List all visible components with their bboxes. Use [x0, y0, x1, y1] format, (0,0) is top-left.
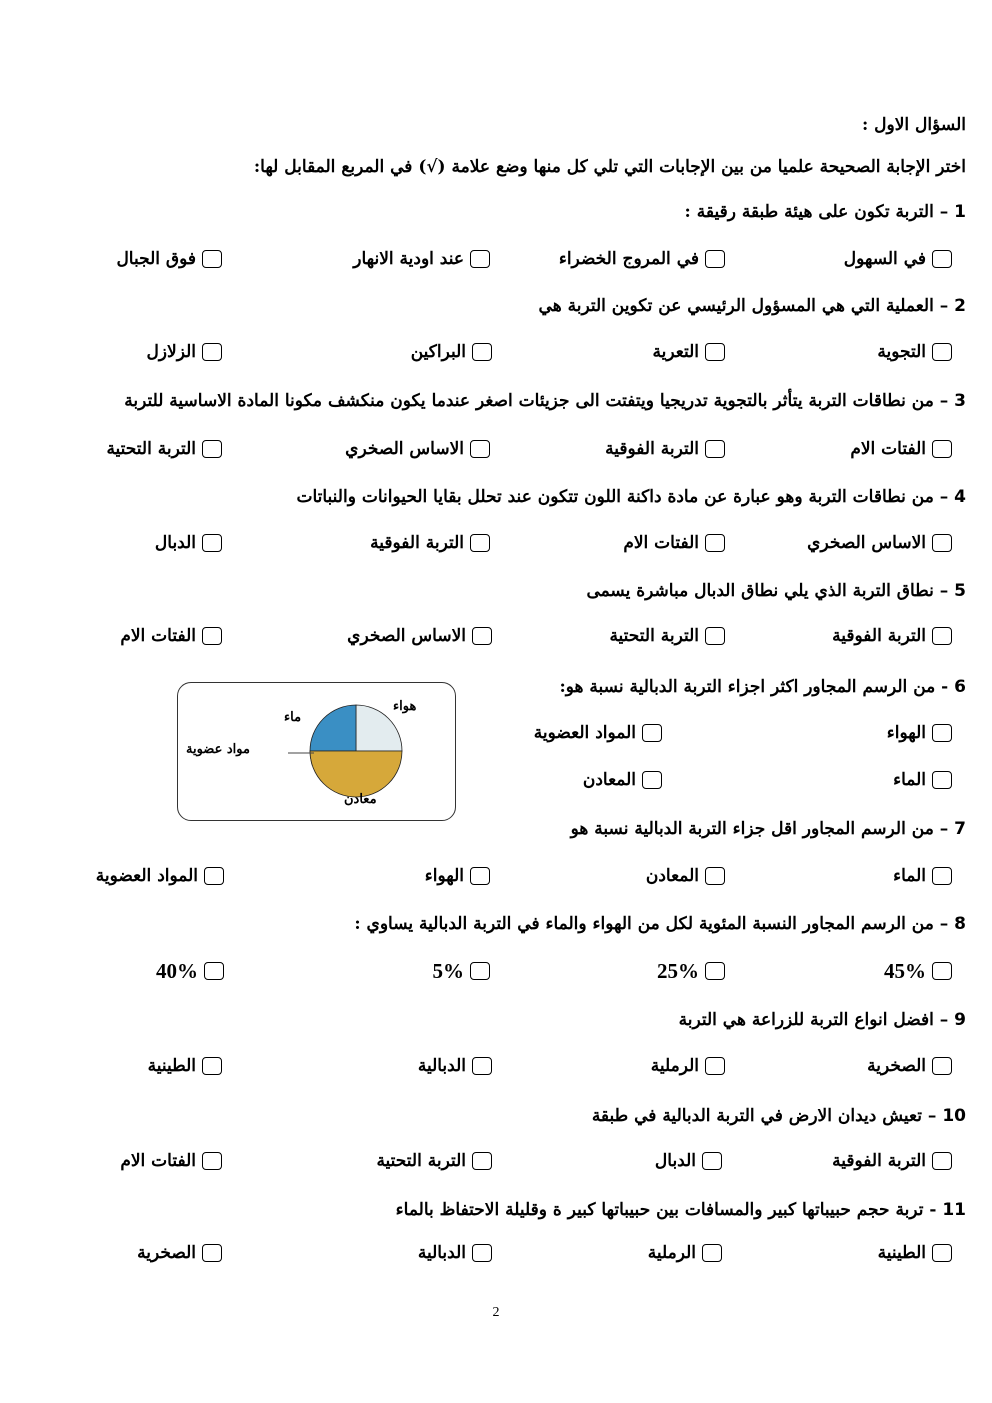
option-label: التربة الفوقية: [832, 626, 926, 646]
q1-option-4[interactable]: [116, 248, 222, 270]
q6-option-1[interactable]: [887, 722, 952, 744]
option-label: التربة الفوقية: [605, 439, 699, 459]
checkbox[interactable]: [202, 343, 222, 361]
option-label: الاساس الصخري: [345, 439, 464, 459]
option-label: المعادن: [645, 866, 699, 886]
q11-option-1[interactable]: [878, 1242, 952, 1264]
option-label: الماء: [893, 866, 926, 886]
checkbox[interactable]: [702, 1152, 722, 1170]
option-label: الصخرية: [137, 1243, 196, 1263]
checkbox[interactable]: [932, 962, 952, 980]
checkbox[interactable]: [642, 724, 662, 742]
question-text: – افضل انواع التربة للزراعة هي التربة: [678, 1010, 949, 1030]
soil-composition-figure: [177, 682, 456, 821]
checkbox[interactable]: [472, 343, 492, 361]
question-number: 4: [954, 487, 966, 507]
checkbox[interactable]: [202, 534, 222, 552]
question-number: 8: [954, 914, 966, 934]
q8-option-2[interactable]: [657, 960, 725, 982]
question-text: – من الرسم المجاور اقل جزاء التربة الدبالية نسبة هو: [570, 819, 949, 839]
option-label: الفتات الام: [850, 439, 926, 459]
checkbox[interactable]: [470, 440, 490, 458]
option-label: الدبالية: [417, 1056, 466, 1076]
q6-option-2[interactable]: [534, 722, 662, 744]
option-label: فوق الجبال: [116, 249, 196, 269]
checkbox[interactable]: [705, 250, 725, 268]
pie-slice-minerals: [310, 751, 402, 797]
checkbox[interactable]: [202, 627, 222, 645]
q1-option-2[interactable]: [559, 248, 725, 270]
option-label: الرملية: [647, 1243, 696, 1263]
option-label: الدبالية: [417, 1243, 466, 1263]
checkbox[interactable]: [705, 440, 725, 458]
q2-option-3[interactable]: [411, 341, 492, 363]
question-text: – التربة تكون على هيئة طبقة رقيقة :: [684, 202, 949, 222]
q4-option-4[interactable]: [155, 532, 222, 554]
option-label: التعرية: [652, 342, 699, 362]
question-text: – من الرسم المجاور النسبة المئوية لكل من الهواء والماء في التربة الدبالية يساوي :: [354, 914, 949, 934]
question-6: [559, 676, 966, 698]
option-label: المواد العضوية: [533, 723, 636, 743]
checkbox[interactable]: [932, 1244, 952, 1262]
question-number: 7: [954, 819, 966, 839]
checkbox[interactable]: [204, 867, 224, 885]
instructions: اختر الإجابة الصحيحة علميا من بين الإجابات التي تلي كل منها وضع علامة (√) في المربع المقابل لها:: [253, 157, 966, 177]
question-text: – تعيش ديدان الارض في التربة الدبالية في طبقة: [591, 1106, 937, 1126]
q4-option-1[interactable]: [807, 532, 952, 554]
option-label: الرملية: [650, 1056, 699, 1076]
question-text: – العملية التي هي المسؤول الرئيسي عن تكوين التربة هي: [538, 296, 949, 316]
q2-option-2[interactable]: [653, 341, 725, 363]
option-label: الهواء: [424, 866, 464, 886]
q8-option-1[interactable]: [884, 960, 952, 982]
option-label: المعادن: [582, 770, 636, 790]
q2-option-4[interactable]: [146, 341, 222, 363]
option-label: الهواء: [886, 723, 926, 743]
checkbox[interactable]: [705, 343, 725, 361]
option-label: التربة الفوقية: [370, 533, 464, 553]
checkbox[interactable]: [470, 962, 490, 980]
question-number: 1: [954, 202, 966, 222]
checkbox[interactable]: [202, 440, 222, 458]
question-number: 11: [942, 1200, 966, 1220]
q7-option-4[interactable]: [96, 865, 224, 887]
option-label: 5%: [432, 959, 464, 983]
question-5: [586, 580, 966, 602]
option-label: الماء: [893, 770, 926, 790]
option-label: الاساس الصخري: [807, 533, 926, 553]
checkbox[interactable]: [472, 627, 492, 645]
question-number: 3: [954, 391, 966, 411]
question-4: [296, 486, 966, 508]
q6-option-4[interactable]: [583, 769, 662, 791]
question-number: 9: [954, 1010, 966, 1030]
option-label: التربة التحتية: [609, 626, 699, 646]
option-label: في المروج الخضراء: [558, 249, 699, 269]
checkbox[interactable]: [470, 534, 490, 552]
option-label: الفتات الام: [120, 626, 196, 646]
question-9: [679, 1009, 966, 1031]
question-text: - تربة حجم حبيباتها كبير والمسافات بين حبيباتها كبير ة وقليلة الاحتفاظ بالماء: [395, 1200, 937, 1220]
q10-option-4[interactable]: [120, 1150, 222, 1172]
checkbox[interactable]: [470, 250, 490, 268]
q1-option-3[interactable]: [353, 248, 490, 270]
checkbox[interactable]: [705, 534, 725, 552]
checkbox[interactable]: [202, 1152, 222, 1170]
q4-option-2[interactable]: [623, 532, 725, 554]
option-label: التربة الفوقية: [832, 1151, 926, 1171]
checkbox[interactable]: [932, 250, 952, 268]
question-1: [685, 201, 966, 223]
pie-label-water: ماء: [284, 710, 302, 725]
q5-option-4[interactable]: [120, 625, 222, 647]
q9-option-1[interactable]: [867, 1055, 952, 1077]
option-label: التربة التحتية: [106, 439, 196, 459]
q1-option-1[interactable]: [844, 248, 952, 270]
option-label: المواد العضوية: [95, 866, 198, 886]
q3-option-2[interactable]: [605, 438, 725, 460]
checkbox[interactable]: [932, 627, 952, 645]
checkbox[interactable]: [705, 867, 725, 885]
option-label: التجوية: [877, 342, 926, 362]
checkbox[interactable]: [204, 962, 224, 980]
option-label: في السهول: [843, 249, 926, 269]
checkbox[interactable]: [705, 1057, 725, 1075]
pie-slice-water: [310, 705, 356, 751]
option-label: 25%: [657, 959, 699, 983]
option-label: الطينية: [147, 1056, 196, 1076]
q11-option-4[interactable]: [137, 1242, 222, 1264]
q5-option-1[interactable]: [832, 625, 952, 647]
question-text: - من الرسم المجاور اكثر اجزاء التربة الدبالية نسبة هو:: [559, 677, 949, 697]
q11-option-3[interactable]: [418, 1242, 492, 1264]
option-label: عند اودية الانهار: [353, 249, 464, 269]
checkbox[interactable]: [202, 1057, 222, 1075]
q8-option-4[interactable]: [156, 960, 224, 982]
q5-option-3[interactable]: [347, 625, 492, 647]
checkbox[interactable]: [932, 440, 952, 458]
checkbox[interactable]: [472, 1244, 492, 1262]
q10-option-1[interactable]: [832, 1150, 952, 1172]
option-label: الصخرية: [867, 1056, 926, 1076]
q10-option-3[interactable]: [376, 1150, 492, 1172]
checkbox[interactable]: [932, 724, 952, 742]
checkbox[interactable]: [472, 1152, 492, 1170]
q11-option-2[interactable]: [648, 1242, 722, 1264]
q8-option-3[interactable]: [433, 960, 491, 982]
q7-option-1[interactable]: [893, 865, 952, 887]
checkbox[interactable]: [472, 1057, 492, 1075]
q5-option-2[interactable]: [609, 625, 725, 647]
option-label: 45%: [884, 959, 926, 983]
q7-option-2[interactable]: [646, 865, 725, 887]
checkbox[interactable]: [705, 962, 725, 980]
checkbox[interactable]: [705, 627, 725, 645]
checkbox[interactable]: [470, 867, 490, 885]
option-label: الطينية: [877, 1243, 926, 1263]
option-label: البراكين: [410, 342, 466, 362]
q9-option-4[interactable]: [148, 1055, 222, 1077]
q6-option-3[interactable]: [893, 769, 952, 791]
checkbox[interactable]: [932, 867, 952, 885]
option-label: الزلازل: [146, 342, 196, 362]
question-number: 2: [954, 296, 966, 316]
page-number: 2: [492, 1305, 500, 1320]
question-7: [571, 818, 966, 840]
pie-label-organic: مواد عضوية: [186, 742, 250, 757]
q3-option-3[interactable]: [345, 438, 490, 460]
pie-label-air: هواء: [393, 699, 417, 714]
q3-option-4[interactable]: [106, 438, 222, 460]
pie-label-minerals: معادن: [344, 792, 377, 807]
q2-option-1[interactable]: [877, 341, 952, 363]
q10-option-2[interactable]: [655, 1150, 722, 1172]
option-label: الدبال: [654, 1151, 696, 1171]
question-number: 10: [942, 1106, 966, 1126]
checkbox[interactable]: [932, 1152, 952, 1170]
section-title: السؤال الاول :: [861, 115, 966, 135]
checkbox[interactable]: [202, 1244, 222, 1262]
question-2: [539, 295, 966, 317]
checkbox[interactable]: [642, 771, 662, 789]
option-label: الدبال: [154, 533, 196, 553]
q7-option-3[interactable]: [425, 865, 490, 887]
option-label: 40%: [156, 959, 198, 983]
question-text: – نطاق التربة الذي يلي نطاق الدبال مباشرة يسمى: [586, 581, 949, 601]
question-3: [124, 390, 966, 412]
question-text: – من نطاقات التربة وهو عبارة عن مادة داكنة اللون تتكون عند تحلل بقايا الحيوانات والنباتات: [296, 487, 949, 507]
checkbox[interactable]: [932, 1057, 952, 1075]
option-label: الاساس الصخري: [347, 626, 466, 646]
q9-option-3[interactable]: [418, 1055, 492, 1077]
question-10: [592, 1105, 966, 1127]
q9-option-2[interactable]: [651, 1055, 725, 1077]
question-number: 6: [954, 677, 966, 697]
checkbox[interactable]: [932, 534, 952, 552]
checkbox[interactable]: [202, 250, 222, 268]
question-8: [354, 913, 966, 935]
option-label: التربة التحتية: [376, 1151, 466, 1171]
option-label: الفتات الام: [120, 1151, 196, 1171]
checkbox[interactable]: [932, 343, 952, 361]
question-text: – من نطاقات التربة يتأثر بالتجوية تدريجيا ويتفتت الى جزيئات اصغر عندما يكون منكشف مكونا المادة الاساسية للتربة: [124, 391, 949, 411]
checkbox[interactable]: [932, 771, 952, 789]
question-11: [396, 1199, 966, 1221]
q3-option-1[interactable]: [850, 438, 952, 460]
q4-option-3[interactable]: [370, 532, 490, 554]
question-number: 5: [954, 581, 966, 601]
checkbox[interactable]: [702, 1244, 722, 1262]
option-label: الفتات الام: [623, 533, 699, 553]
